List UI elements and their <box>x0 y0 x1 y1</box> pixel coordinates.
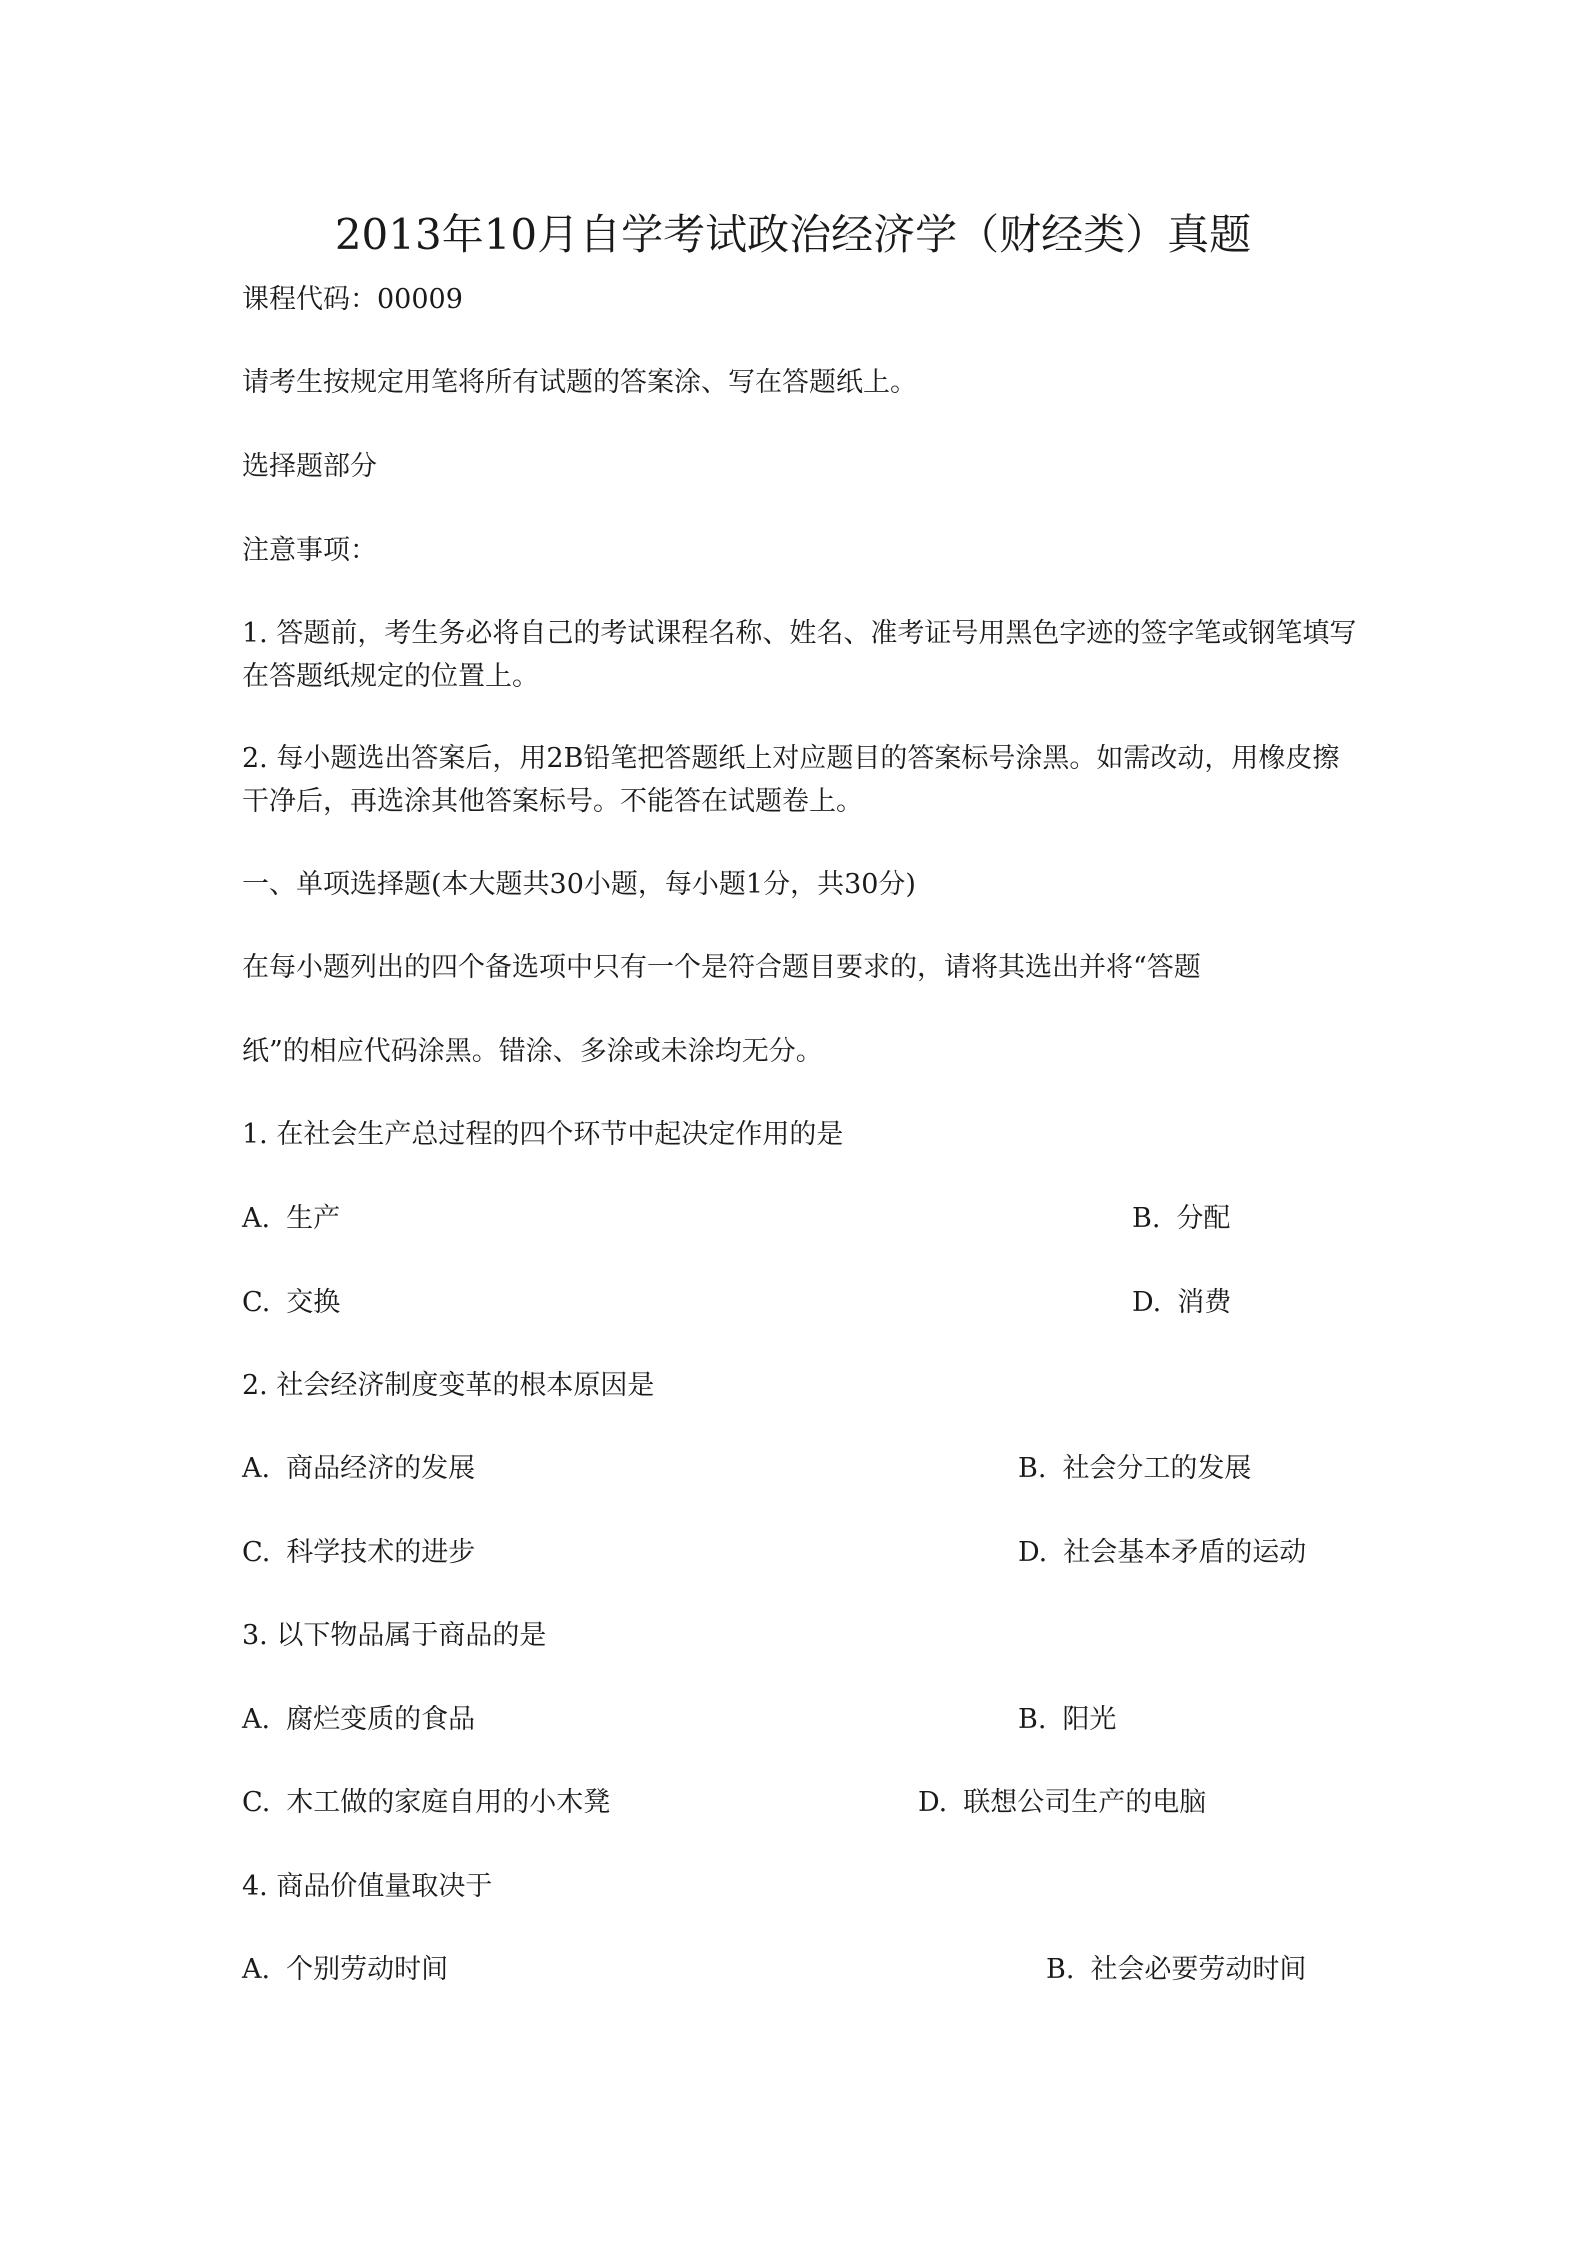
option-key: A. <box>242 1453 271 1484</box>
note-1: 1. 答题前，考生务必将自己的考试课程名称、姓名、准考证号用黑色字迹的签字笔或钢笔填写在答题纸规定的位置上。 <box>242 618 1357 692</box>
option-key: D. <box>1132 1287 1162 1318</box>
option-a <box>242 1449 475 1489</box>
option-text: 腐烂变质的食品 <box>286 1704 476 1735</box>
option-a <box>242 1700 475 1740</box>
option-key: B. <box>1018 1453 1047 1484</box>
option-b <box>1046 1950 1306 1990</box>
part1-heading: 一、单项选择题(本大题共30小题，每小题1分，共30分) <box>242 869 916 900</box>
option-key: A. <box>242 1203 271 1234</box>
option-a <box>242 1950 448 1990</box>
option-d <box>918 1783 1206 1823</box>
option-text: 社会基本矛盾的运动 <box>1063 1537 1307 1568</box>
option-c <box>242 1533 475 1573</box>
option-text: 分配 <box>1176 1203 1231 1234</box>
option-text: 商品经济的发展 <box>286 1453 476 1484</box>
question-stem: 3. 以下物品属于商品的是 <box>242 1620 547 1651</box>
option-text: 阳光 <box>1062 1704 1117 1735</box>
question-stem: 4. 商品价值量取决于 <box>242 1871 493 1902</box>
option-text: 科学技术的进步 <box>286 1537 476 1568</box>
question-stem: 1. 在社会生产总过程的四个环节中起决定作用的是 <box>242 1119 844 1150</box>
option-a <box>242 1199 340 1239</box>
course-code: 课程代码：00009 <box>242 284 463 315</box>
option-b <box>1018 1700 1116 1740</box>
option-text: 生产 <box>286 1203 341 1234</box>
option-c <box>242 1783 610 1823</box>
option-key: A. <box>242 1954 271 1985</box>
option-c <box>242 1283 340 1323</box>
option-key: A. <box>242 1704 271 1735</box>
option-key: D. <box>918 1787 948 1818</box>
option-text: 消费 <box>1177 1287 1232 1318</box>
option-key: B. <box>1046 1954 1075 1985</box>
section-choice: 选择题部分 <box>242 451 377 482</box>
option-key: C. <box>242 1787 271 1818</box>
option-d <box>1132 1283 1231 1323</box>
notes-title: 注意事项： <box>242 535 377 566</box>
option-key: D. <box>1018 1537 1048 1568</box>
option-key: B. <box>1132 1203 1161 1234</box>
part1-desc-line1: 在每小题列出的四个备选项中只有一个是符合题目要求的，请将其选出并将“答题 <box>242 952 1201 983</box>
option-text: 社会必要劳动时间 <box>1090 1954 1307 1985</box>
document-title: 2013年10月自学考试政治经济学（财经类）真题 <box>334 210 1252 259</box>
option-text: 个别劳动时间 <box>286 1954 449 1985</box>
option-d <box>1018 1533 1306 1573</box>
option-text: 木工做的家庭自用的小木凳 <box>286 1787 611 1818</box>
option-b <box>1132 1199 1230 1239</box>
question-stem: 2. 社会经济制度变革的根本原因是 <box>242 1370 655 1401</box>
option-key: C. <box>242 1287 271 1318</box>
option-text: 交换 <box>286 1287 341 1318</box>
option-text: 联想公司生产的电脑 <box>963 1787 1207 1818</box>
option-b <box>1018 1449 1251 1489</box>
note-2: 2. 每小题选出答案后，用2B铅笔把答题纸上对应题目的答案标号涂黑。如需改动，用橡皮擦干净后，再选涂其他答案标号。不能答在试题卷上。 <box>242 743 1340 817</box>
part1-desc-line2: 纸”的相应代码涂黑。错涂、多涂或未涂均无分。 <box>242 1036 823 1067</box>
option-text: 社会分工的发展 <box>1062 1453 1252 1484</box>
option-key: C. <box>242 1537 271 1568</box>
option-key: B. <box>1018 1704 1047 1735</box>
instruction: 请考生按规定用笔将所有试题的答案涂、写在答题纸上。 <box>242 367 917 398</box>
